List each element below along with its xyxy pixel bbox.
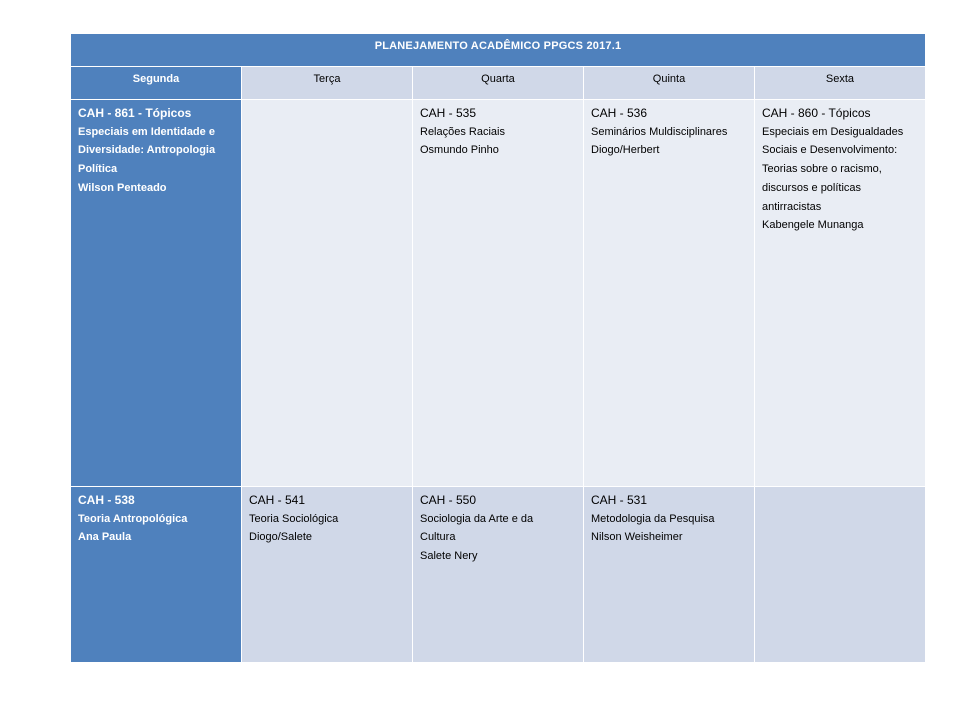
course-professor: Ana Paula bbox=[78, 531, 132, 544]
course-code: CAH - 531 bbox=[591, 493, 648, 507]
course-line: Teorias sobre o racismo, bbox=[762, 163, 882, 176]
course-cell bbox=[242, 487, 412, 662]
course-code: CAH - 550 bbox=[420, 493, 477, 507]
course-line: antirracistas bbox=[762, 200, 822, 213]
schedule-table bbox=[71, 34, 927, 663]
course-line: discursos e políticas bbox=[762, 181, 862, 194]
table-title: PLANEJAMENTO ACADÊMICO PPGCS 2017.1 bbox=[71, 34, 925, 66]
course-line: Teoria Sociológica bbox=[249, 512, 339, 525]
course-cell bbox=[413, 100, 583, 486]
course-code: CAH - 541 bbox=[249, 493, 306, 507]
course-line: Relações Raciais bbox=[420, 125, 505, 138]
course-professor: Nilson Weisheimer bbox=[591, 531, 683, 544]
course-professor: Salete Nery bbox=[420, 550, 478, 563]
course-professor: Osmundo Pinho bbox=[420, 144, 499, 157]
day-header-quarta: Quarta bbox=[413, 67, 583, 99]
course-cell bbox=[413, 487, 583, 662]
course-professor: Diogo/Herbert bbox=[591, 144, 660, 157]
course-line: Seminários Muldisciplinares bbox=[591, 125, 728, 138]
course-line: Diversidade: Antropologia bbox=[78, 144, 216, 157]
day-header-terca: Terça bbox=[242, 67, 412, 99]
course-line: Teoria Antropológica bbox=[78, 512, 188, 525]
day-header-segunda: Segunda bbox=[71, 67, 241, 99]
day-header-quinta: Quinta bbox=[584, 67, 754, 99]
course-code: CAH - 861 - Tópicos bbox=[78, 106, 192, 120]
course-cell bbox=[584, 100, 754, 486]
course-code: CAH - 538 bbox=[78, 493, 135, 507]
course-line: Sociologia da Arte e da bbox=[420, 512, 534, 525]
empty-cell bbox=[242, 100, 412, 486]
course-line: Especiais em Identidade e bbox=[78, 125, 215, 138]
course-professor: Wilson Penteado bbox=[78, 181, 167, 194]
course-line: Metodologia da Pesquisa bbox=[591, 512, 715, 525]
course-cell bbox=[584, 487, 754, 662]
course-code: CAH - 860 - Tópicos bbox=[762, 106, 871, 120]
empty-cell bbox=[755, 487, 925, 662]
course-line: Política bbox=[78, 163, 118, 176]
day-header-sexta: Sexta bbox=[755, 67, 925, 99]
course-line: Sociais e Desenvolvimento: bbox=[762, 144, 898, 157]
course-cell bbox=[71, 100, 241, 486]
course-code: CAH - 536 bbox=[591, 106, 648, 120]
course-line: Cultura bbox=[420, 531, 456, 544]
course-line: Especiais em Desigualdades bbox=[762, 125, 904, 138]
course-code: CAH - 535 bbox=[420, 106, 477, 120]
course-professor: Diogo/Salete bbox=[249, 531, 312, 544]
course-professor: Kabengele Munanga bbox=[762, 219, 864, 232]
course-cell bbox=[71, 487, 241, 662]
course-cell bbox=[755, 100, 925, 486]
